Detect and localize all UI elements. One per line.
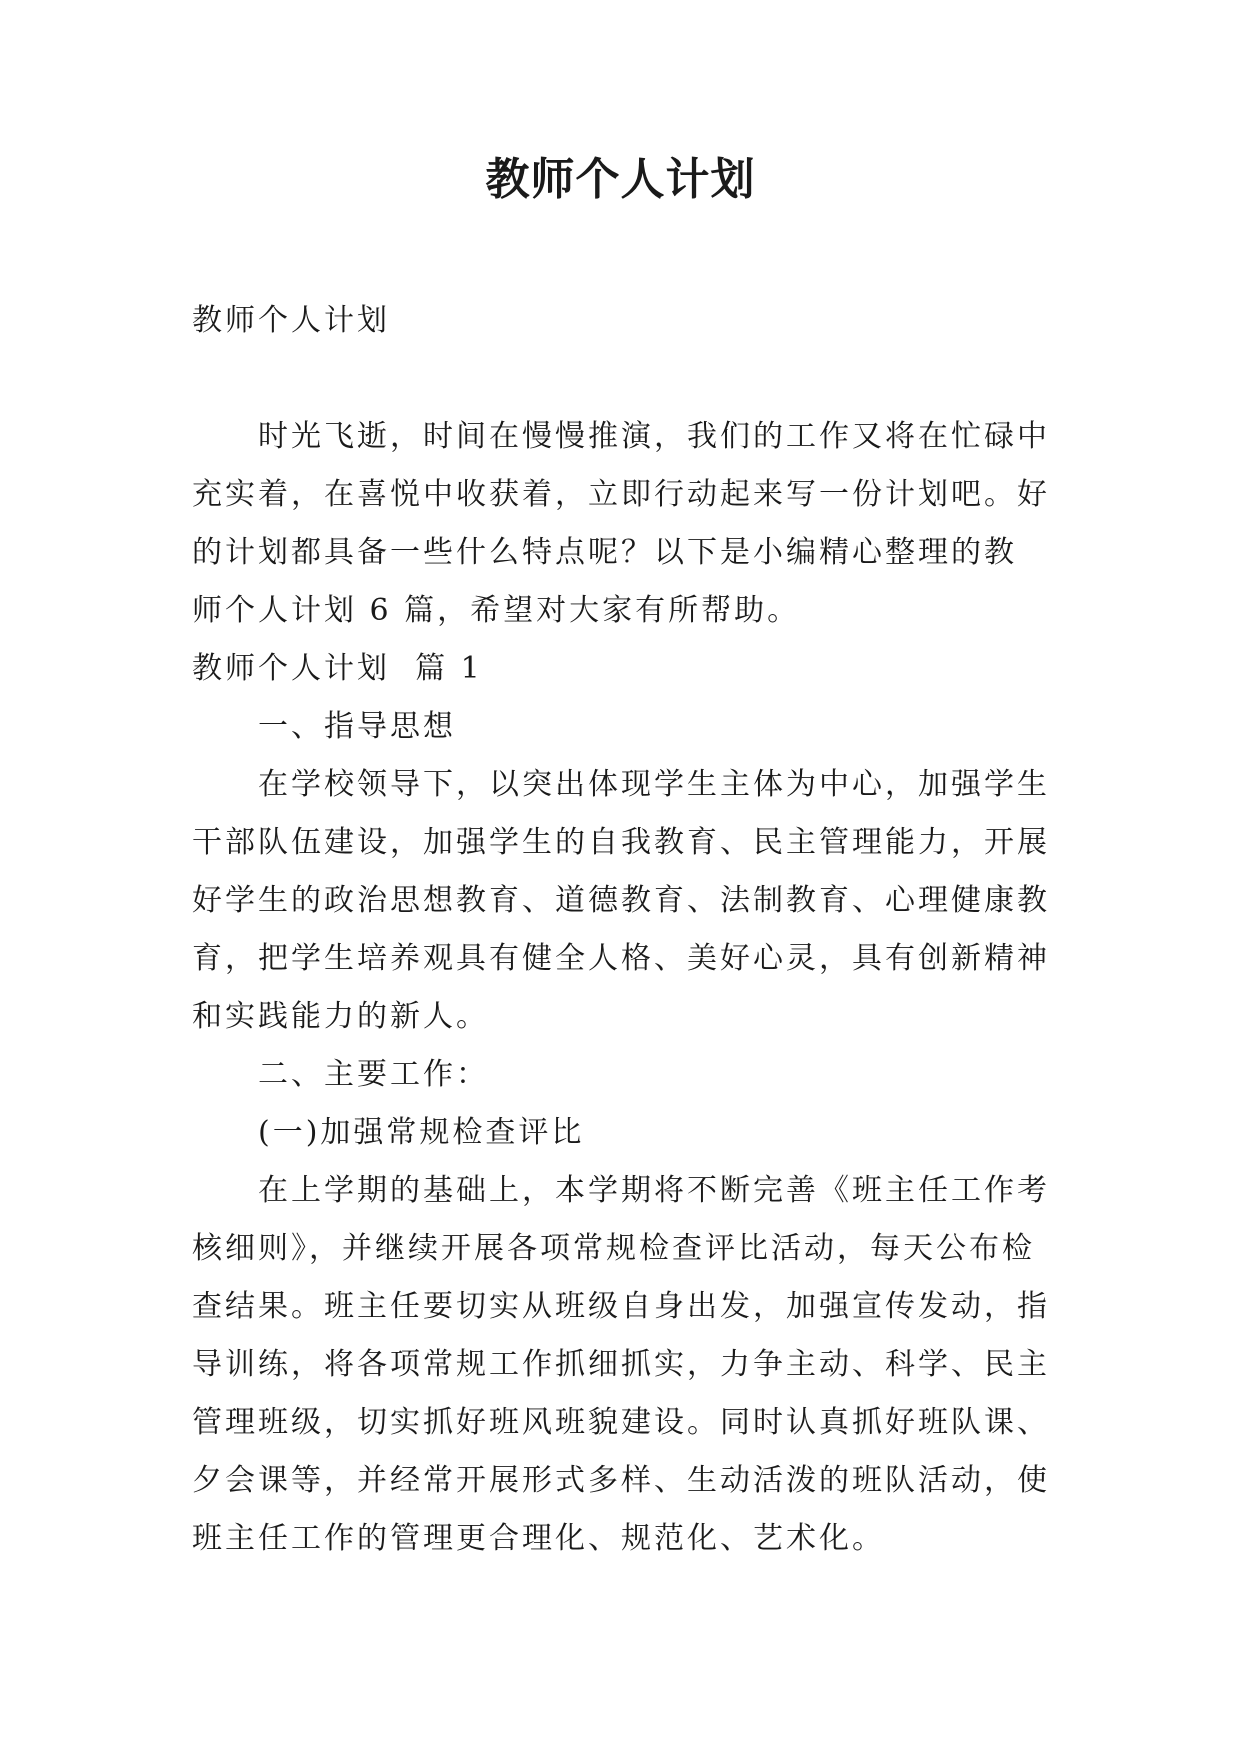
document-body	[192, 292, 1062, 1568]
intro-line: 充实着，在喜悦中收获着，立即行动起来写一份计划吧。好	[192, 477, 1050, 512]
paragraph-line: 查结果。班主任要切实从班级自身出发，加强宣传发动，指	[192, 1289, 1050, 1324]
paragraph-line: 好学生的政治思想教育、道德教育、法制教育、心理健康教	[192, 883, 1050, 918]
document-title: 教师个人计划	[485, 154, 756, 205]
paragraph-line: 班主任工作的管理更合理化、规范化、艺术化。	[192, 1521, 885, 1556]
paragraph-line: 和实践能力的新人。	[192, 999, 489, 1034]
paragraph-line: 夕会课等，并经常开展形式多样、生动活泼的班队活动，使	[192, 1463, 1050, 1498]
intro-line: 时光飞逝，时间在慢慢推演，我们的工作又将在忙碌中	[258, 419, 1050, 454]
paragraph-line: 在上学期的基础上，本学期将不断完善《班主任工作考	[258, 1173, 1050, 1208]
paragraph-line: 核细则》，并继续开展各项常规检查评比活动，每天公布检	[192, 1231, 1035, 1266]
heading-main-work: 二、主要工作：	[258, 1057, 489, 1092]
paragraph-line: 育，把学生培养观具有健全人格、美好心灵，具有创新精神	[192, 941, 1050, 976]
paragraph-line: 干部队伍建设，加强学生的自我教育、民主管理能力，开展	[192, 825, 1050, 860]
heading-guiding-ideology: 一、指导思想	[258, 709, 456, 744]
paragraph-line: 在学校领导下，以突出体现学生主体为中心，加强学生	[258, 767, 1050, 802]
guiding-ideology-paragraph	[192, 756, 1062, 1046]
document-subtitle: 教师个人计划	[192, 303, 390, 338]
paragraph-line: 导训练，将各项常规工作抓细抓实，力争主动、科学、民主	[192, 1347, 1050, 1382]
paragraph-line: 管理班级，切实抓好班风班貌建设。同时认真抓好班队课、	[192, 1405, 1050, 1440]
intro-paragraph	[192, 408, 1062, 640]
subheading-routine-checks: (一)加强常规检查评比	[258, 1115, 585, 1150]
intro-line: 师个人计划 6 篇，希望对大家有所帮助。	[192, 593, 801, 628]
section-1-title: 教师个人计划 篇 1	[192, 651, 483, 686]
routine-checks-paragraph	[192, 1162, 1062, 1568]
intro-line: 的计划都具备一些什么特点呢？以下是小编精心整理的教	[192, 535, 1017, 570]
